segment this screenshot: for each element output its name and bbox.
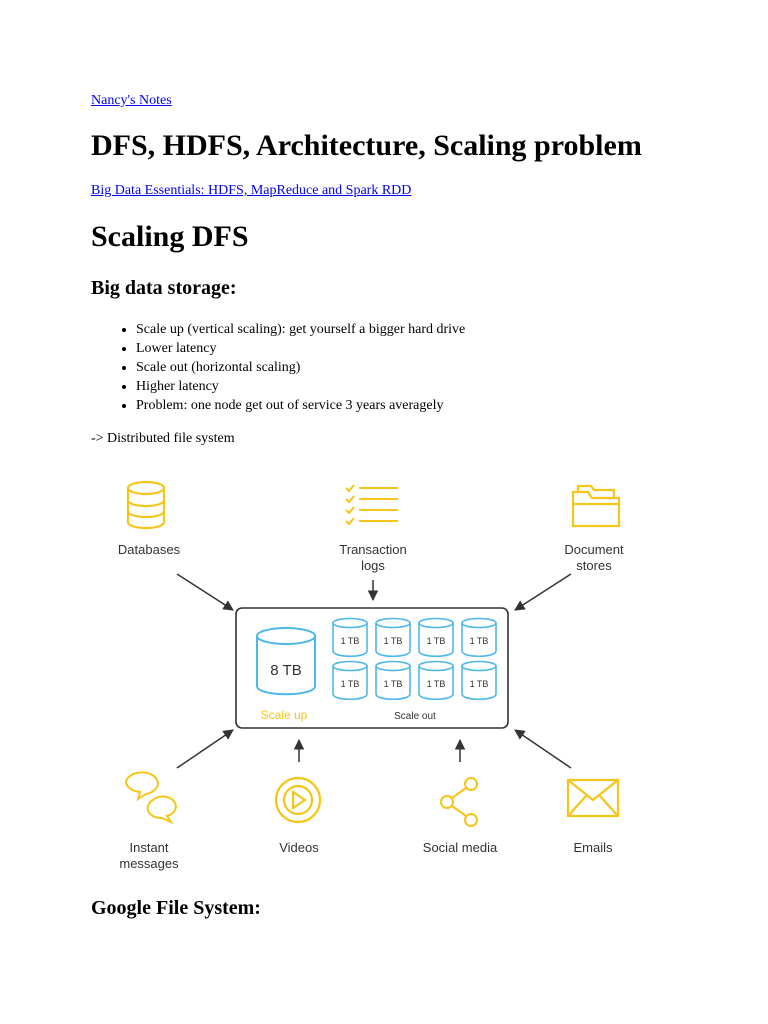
small-disk-icon bbox=[376, 662, 410, 700]
arrow-document-stores bbox=[515, 574, 571, 610]
databases-label: Databases bbox=[117, 542, 181, 557]
social-media-label: Social media bbox=[422, 840, 498, 855]
instant-messages-label-line2: messages bbox=[119, 856, 179, 871]
distributed-fs-note: -> Distributed file system bbox=[91, 431, 235, 446]
small-disk-label: 1 TB bbox=[469, 679, 489, 689]
videos-label: Videos bbox=[279, 840, 319, 855]
instant-messages-label: Instant bbox=[129, 840, 169, 855]
transaction-logs-label: Transaction bbox=[339, 542, 407, 557]
small-disk-label: 1 TB bbox=[426, 636, 446, 646]
big-disk-label: 8 TB bbox=[270, 662, 302, 679]
small-disk-icon bbox=[462, 619, 496, 657]
small-disk-label: 1 TB bbox=[383, 679, 403, 689]
diagram-svg bbox=[91, 470, 681, 880]
list-item: • Scale out (horizontal scaling) bbox=[136, 358, 465, 377]
small-disk-icon bbox=[462, 662, 496, 700]
small-disks-group bbox=[333, 619, 496, 700]
small-disk-label: 1 TB bbox=[340, 679, 360, 689]
course-link[interactable]: Big Data Essentials: HDFS, MapReduce and Spark RDD bbox=[91, 183, 412, 198]
scale-out-label: Scale out bbox=[394, 711, 436, 722]
scale-up-label: Scale up bbox=[260, 708, 308, 722]
arrow-databases bbox=[177, 574, 233, 610]
list-icon bbox=[346, 485, 398, 524]
small-disk-label: 1 TB bbox=[426, 679, 446, 689]
small-disk-label: 1 TB bbox=[469, 636, 489, 646]
scaling-diagram bbox=[91, 470, 681, 880]
arrow-emails bbox=[515, 730, 571, 768]
small-disk-label: 1 TB bbox=[340, 636, 360, 646]
chat-icon bbox=[126, 772, 176, 822]
folder-icon bbox=[573, 486, 619, 526]
list-item: • Problem: one node get out of service 3 years averagely bbox=[136, 396, 465, 415]
page-title: DFS, HDFS, Architecture, Scaling problem bbox=[91, 129, 642, 162]
small-disk-icon bbox=[419, 662, 453, 700]
small-disk-icon bbox=[333, 619, 367, 657]
list-item: • Higher latency bbox=[136, 377, 465, 396]
bullet-list bbox=[91, 320, 465, 415]
emails-label: Emails bbox=[573, 840, 613, 855]
envelope-icon bbox=[568, 780, 618, 816]
nancys-notes-link[interactable]: Nancy's Notes bbox=[91, 93, 172, 108]
small-disk-label: 1 TB bbox=[383, 636, 403, 646]
document-stores-label: Document bbox=[564, 542, 624, 557]
subheading-google-file-system: Google File System: bbox=[91, 897, 261, 919]
play-icon bbox=[276, 778, 320, 822]
small-disk-icon bbox=[376, 619, 410, 657]
arrow-instant-messages bbox=[177, 730, 233, 768]
section-heading-scaling-dfs: Scaling DFS bbox=[91, 220, 249, 253]
share-icon bbox=[441, 778, 477, 826]
list-item: • Scale up (vertical scaling): get yourself a bigger hard drive bbox=[136, 320, 465, 339]
small-disk-icon bbox=[419, 619, 453, 657]
database-icon bbox=[128, 482, 164, 528]
document-stores-label-line2: stores bbox=[576, 558, 612, 573]
small-disk-icon bbox=[333, 662, 367, 700]
subheading-big-data-storage: Big data storage: bbox=[91, 277, 237, 299]
transaction-logs-label-line2: logs bbox=[361, 558, 385, 573]
list-item: • Lower latency bbox=[136, 339, 465, 358]
